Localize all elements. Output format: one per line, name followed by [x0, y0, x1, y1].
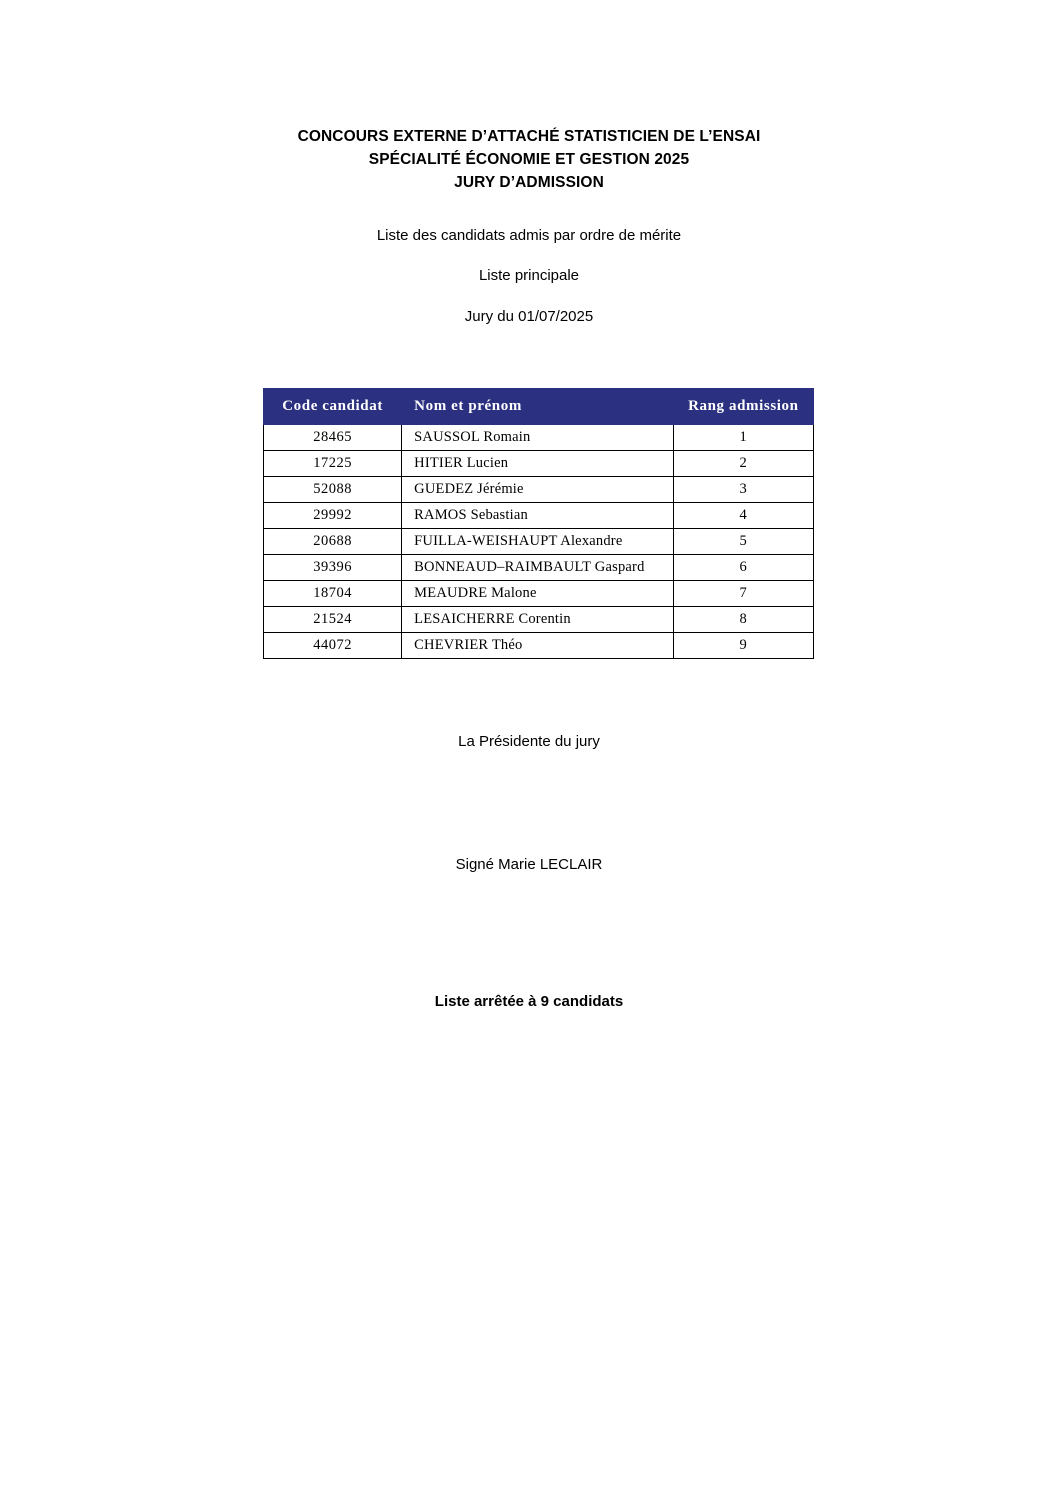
title-line-3: JURY D’ADMISSION: [454, 174, 604, 191]
column-header-code: Code candidat: [264, 389, 402, 425]
candidates-table: [263, 388, 814, 659]
table-header-row: [264, 389, 814, 425]
cell-rank: 3: [673, 477, 813, 503]
column-header-name: Nom et prénom: [402, 389, 674, 425]
cell-name: HITIER Lucien: [402, 451, 674, 477]
column-header-rank: Rang admission: [673, 389, 813, 425]
cell-name: RAMOS Sebastian: [402, 503, 674, 529]
table-row: [264, 633, 814, 659]
table-row: [264, 607, 814, 633]
table-body: [264, 425, 814, 659]
cell-code: 21524: [264, 607, 402, 633]
subtitle-jury-date: Jury du 01/07/2025: [464, 308, 594, 325]
table-row: [264, 503, 814, 529]
signature-line: Signé Marie LECLAIR: [455, 856, 603, 873]
closing-statement: Liste arrêtée à 9 candidats: [434, 993, 624, 1010]
cell-code: 29992: [264, 503, 402, 529]
cell-name: MEAUDRE Malone: [402, 581, 674, 607]
president-label: La Présidente du jury: [458, 733, 600, 750]
cell-rank: 4: [673, 503, 813, 529]
cell-code: 17225: [264, 451, 402, 477]
cell-code: 18704: [264, 581, 402, 607]
title-line-1: CONCOURS EXTERNE D’ATTACHÉ STATISTICIEN DE L’ENSAI: [297, 128, 761, 145]
cell-rank: 1: [673, 425, 813, 451]
cell-rank: 5: [673, 529, 813, 555]
cell-name: SAUSSOL Romain: [402, 425, 674, 451]
cell-name: FUILLA-WEISHAUPT Alexandre: [402, 529, 674, 555]
cell-rank: 8: [673, 607, 813, 633]
cell-code: 20688: [264, 529, 402, 555]
subtitle-main-list: Liste principale: [478, 267, 580, 284]
cell-code: 44072: [264, 633, 402, 659]
table-row: [264, 451, 814, 477]
cell-code: 28465: [264, 425, 402, 451]
table-row: [264, 529, 814, 555]
table-row: [264, 555, 814, 581]
cell-code: 39396: [264, 555, 402, 581]
cell-name: GUEDEZ Jérémie: [402, 477, 674, 503]
subtitle-merit-list: Liste des candidats admis par ordre de mérite: [376, 227, 682, 244]
cell-rank: 9: [673, 633, 813, 659]
table-row: [264, 581, 814, 607]
cell-code: 52088: [264, 477, 402, 503]
cell-rank: 7: [673, 581, 813, 607]
table-row: [264, 425, 814, 451]
cell-name: BONNEAUD–RAIMBAULT Gaspard: [402, 555, 674, 581]
cell-rank: 6: [673, 555, 813, 581]
cell-rank: 2: [673, 451, 813, 477]
table-row: [264, 477, 814, 503]
document-title: [0, 125, 1058, 194]
title-line-2: SPÉCIALITÉ ÉCONOMIE ET GESTION 2025: [368, 151, 690, 168]
cell-name: LESAICHERRE Corentin: [402, 607, 674, 633]
cell-name: CHEVRIER Théo: [402, 633, 674, 659]
